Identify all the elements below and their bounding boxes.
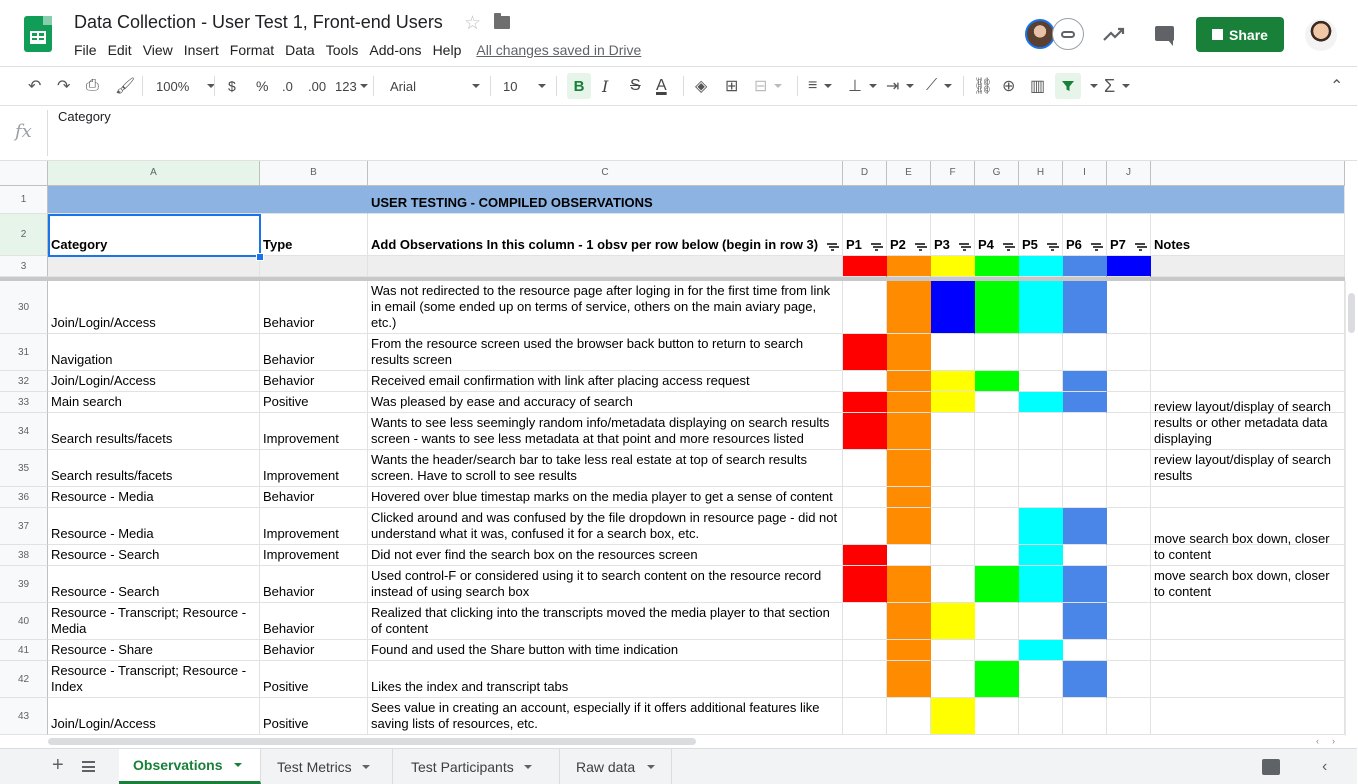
observation-cell[interactable]: Received email confirmation with link after placing access request	[368, 371, 843, 392]
category-cell[interactable]: Resource - Search	[48, 566, 260, 603]
vertical-scrollbar[interactable]	[1345, 281, 1358, 736]
participant-mark-cell[interactable]	[1019, 413, 1063, 450]
category-cell[interactable]: Main search	[48, 392, 260, 413]
participant-mark-cell[interactable]	[843, 281, 887, 334]
functions-icon[interactable]: Σ	[1104, 67, 1130, 105]
column-header-e[interactable]: E	[887, 161, 931, 186]
participant-mark-cell[interactable]	[843, 371, 887, 392]
participant-mark-cell[interactable]	[843, 640, 887, 661]
participant-mark-cell[interactable]	[887, 603, 931, 640]
cell[interactable]	[1151, 256, 1345, 277]
participant-mark-cell[interactable]	[975, 698, 1019, 735]
participant-mark-cell[interactable]	[1063, 545, 1107, 566]
notes-cell[interactable]: move search box down, closer to content	[1151, 545, 1345, 566]
tab-test-participants[interactable]: Test Participants	[397, 749, 560, 784]
participant-color-swatch[interactable]	[843, 256, 887, 277]
category-cell[interactable]: Resource - Transcript; Resource - Media	[48, 603, 260, 640]
sheets-logo-icon[interactable]	[24, 16, 52, 52]
participant-label: P6	[1066, 237, 1082, 252]
row-header[interactable]: 38	[0, 545, 48, 566]
insert-chart-icon[interactable]: ▥	[1030, 78, 1046, 95]
participant-mark-cell[interactable]	[1063, 334, 1107, 371]
category-cell[interactable]: Resource - Media	[48, 508, 260, 545]
cell[interactable]	[48, 256, 260, 277]
notes-cell[interactable]	[1151, 603, 1345, 640]
participant-mark-cell[interactable]	[1063, 371, 1107, 392]
participant-mark-cell[interactable]	[843, 566, 887, 603]
save-status[interactable]: All changes saved in Drive	[476, 42, 642, 58]
observation-cell[interactable]: From the resource screen used the browser back button to return to search results screen	[368, 334, 843, 371]
category-cell[interactable]: Resource - Transcript; Resource - Index	[48, 661, 260, 698]
participant-mark-cell[interactable]	[843, 508, 887, 545]
participant-label: P4	[978, 237, 994, 252]
participant-mark-cell[interactable]	[1063, 508, 1107, 545]
paint-format-icon[interactable]: 🖌	[115, 78, 136, 95]
participant-color-swatch[interactable]	[931, 256, 975, 277]
participant-mark-cell[interactable]	[1063, 698, 1107, 735]
observation-cell[interactable]: Realized that clicking into the transcripts moved the media player to that section of content	[368, 603, 843, 640]
participant-mark-cell[interactable]	[1019, 371, 1063, 392]
participant-label: P5	[1022, 237, 1038, 252]
participant-mark-cell[interactable]	[1107, 640, 1151, 661]
header-participant-cell[interactable]	[843, 214, 887, 256]
text-color-button[interactable]: A	[656, 77, 667, 94]
type-cell[interactable]: Behavior	[260, 371, 368, 392]
tab-test-metrics[interactable]: Test Metrics	[263, 749, 393, 784]
row-header[interactable]: 1	[0, 186, 48, 214]
participant-color-swatch[interactable]	[975, 256, 1019, 277]
participant-mark-cell[interactable]	[975, 334, 1019, 371]
row-header[interactable]: 43	[0, 698, 48, 735]
increase-decimal-button[interactable]: .00	[308, 78, 327, 94]
category-cell[interactable]: Search results/facets	[48, 450, 260, 487]
text-rotation-icon[interactable]: ⟋	[926, 67, 952, 105]
participant-mark-cell[interactable]	[1107, 281, 1151, 334]
row-header[interactable]: 37	[0, 508, 48, 545]
participant-color-swatch[interactable]	[887, 256, 931, 277]
folder-icon[interactable]	[494, 16, 510, 29]
observation-cell[interactable]: Was pleased by ease and accuracy of search	[368, 392, 843, 413]
type-cell[interactable]: Positive	[260, 698, 368, 735]
filter-icon[interactable]	[827, 243, 837, 250]
category-cell[interactable]: Resource - Search	[48, 545, 260, 566]
comments-icon[interactable]	[1155, 26, 1174, 41]
percent-format-button[interactable]: %	[256, 78, 269, 94]
participant-label: P3	[934, 237, 950, 252]
row-header[interactable]: 39	[0, 566, 48, 603]
type-cell[interactable]: Behavior	[260, 566, 368, 603]
observation-cell[interactable]: Found and used the Share button with time indication	[368, 640, 843, 661]
row-header[interactable]: 3	[0, 256, 48, 277]
insert-comment-icon[interactable]: ⊕	[1002, 78, 1016, 95]
participant-mark-cell[interactable]	[931, 545, 975, 566]
toolbar	[0, 66, 1357, 106]
column-header-f[interactable]: F	[931, 161, 975, 186]
sheet-tab-bar	[0, 748, 1357, 784]
scroll-left-arrow[interactable]: ‹	[1316, 736, 1319, 746]
strikethrough-button[interactable]: S	[630, 77, 641, 94]
participant-color-swatch[interactable]	[1107, 256, 1151, 277]
type-cell[interactable]: Behavior	[260, 603, 368, 640]
header-observations-label: Add Observations In this column - 1 obsv per row below (begin in row 3)	[371, 237, 819, 252]
participant-mark-cell[interactable]	[1107, 545, 1151, 566]
participant-mark-cell[interactable]	[931, 392, 975, 413]
participant-mark-cell[interactable]	[931, 508, 975, 545]
menu-addons[interactable]: Add-ons	[369, 42, 422, 58]
vertical-align-icon[interactable]: ⊥	[848, 67, 877, 105]
header-participant-cell[interactable]	[887, 214, 931, 256]
participant-mark-cell[interactable]	[1107, 698, 1151, 735]
category-cell[interactable]: Search results/facets	[48, 413, 260, 450]
category-cell[interactable]: Navigation	[48, 334, 260, 371]
participant-mark-cell[interactable]	[1107, 392, 1151, 413]
participant-mark-cell[interactable]	[975, 281, 1019, 334]
menu-help[interactable]: Help	[432, 42, 462, 58]
header-type-cell[interactable]: Type	[260, 214, 368, 256]
participant-mark-cell[interactable]	[887, 450, 931, 487]
notes-cell[interactable]: review layout/display of search results	[1151, 450, 1345, 487]
explore-icon[interactable]	[1262, 759, 1280, 775]
participant-mark-cell[interactable]	[1019, 281, 1063, 334]
header-notes-cell[interactable]: Notes	[1151, 214, 1345, 256]
fill-color-icon[interactable]: ◈	[695, 78, 708, 95]
participant-mark-cell[interactable]	[1063, 281, 1107, 334]
participant-mark-cell[interactable]	[887, 661, 931, 698]
participant-mark-cell[interactable]	[1063, 392, 1107, 413]
participant-mark-cell[interactable]	[843, 545, 887, 566]
formula-bar	[0, 106, 1357, 161]
filter-icon[interactable]	[1091, 243, 1101, 250]
participant-mark-cell[interactable]	[887, 392, 931, 413]
notes-cell[interactable]	[1151, 487, 1345, 508]
document-title[interactable]: Data Collection - User Test 1, Front-end Users	[74, 12, 443, 32]
observation-cell[interactable]: Did not ever find the search box on the resources screen	[368, 545, 843, 566]
activity-dashboard-icon[interactable]	[1102, 24, 1126, 44]
participant-mark-cell[interactable]	[843, 487, 887, 508]
currency-format-button[interactable]: $	[228, 78, 236, 94]
participant-mark-cell[interactable]	[843, 392, 887, 413]
participant-mark-cell[interactable]	[843, 413, 887, 450]
observation-cell[interactable]: Wants to see less seemingly random info/metadata displaying on search results screen - wants to see less metadata at that point and more resources listed	[368, 413, 843, 450]
tab-observations[interactable]: Observations	[119, 749, 261, 784]
type-cell[interactable]: Behavior	[260, 640, 368, 661]
participant-mark-cell[interactable]	[1107, 661, 1151, 698]
formula-input[interactable]: Category	[58, 109, 111, 124]
participant-mark-cell[interactable]	[975, 487, 1019, 508]
participant-mark-cell[interactable]	[1107, 603, 1151, 640]
participant-mark-cell[interactable]	[887, 413, 931, 450]
participant-mark-cell[interactable]	[843, 698, 887, 735]
column-header-b[interactable]: B	[260, 161, 368, 186]
header-participant-cell[interactable]	[931, 214, 975, 256]
participant-mark-cell[interactable]	[975, 371, 1019, 392]
column-header-c[interactable]: C	[368, 161, 843, 186]
participant-mark-cell[interactable]	[931, 661, 975, 698]
more-formats-select[interactable]: 123	[335, 67, 368, 105]
scroll-right-arrow[interactable]: ›	[1332, 736, 1335, 746]
filter-icon[interactable]	[959, 243, 969, 250]
row-header[interactable]: 42	[0, 661, 48, 698]
menu-insert[interactable]: Insert	[183, 42, 219, 58]
notes-cell[interactable]: move search box down, closer to content	[1151, 566, 1345, 603]
type-cell[interactable]: Improvement	[260, 413, 368, 450]
participant-mark-cell[interactable]	[1019, 661, 1063, 698]
participant-mark-cell[interactable]	[1107, 413, 1151, 450]
column-header-d[interactable]: D	[843, 161, 887, 186]
all-sheets-icon[interactable]	[82, 761, 95, 772]
cell[interactable]	[368, 256, 843, 277]
participant-mark-cell[interactable]	[887, 640, 931, 661]
participant-mark-cell[interactable]	[843, 450, 887, 487]
filter-icon[interactable]	[1047, 243, 1057, 250]
participant-mark-cell[interactable]	[1107, 334, 1151, 371]
select-all-corner[interactable]	[0, 161, 48, 186]
type-cell[interactable]: Positive	[260, 661, 368, 698]
account-avatar[interactable]	[1305, 19, 1337, 51]
observation-cell[interactable]: Sees value in creating an account, especially if it offers additional features like saving lists of resources, etc.	[368, 698, 843, 735]
menu-format[interactable]: Format	[229, 42, 275, 58]
notes-cell[interactable]	[1151, 371, 1345, 392]
filter-icon[interactable]	[1003, 243, 1013, 250]
participant-mark-cell[interactable]	[1107, 450, 1151, 487]
share-button[interactable]: Share	[1196, 17, 1284, 52]
column-header-h[interactable]: H	[1019, 161, 1063, 186]
cell[interactable]	[260, 256, 368, 277]
participant-mark-cell[interactable]	[1019, 487, 1063, 508]
italic-button[interactable]: I	[602, 76, 609, 96]
category-cell[interactable]: Join/Login/Access	[48, 371, 260, 392]
row-header[interactable]: 36	[0, 487, 48, 508]
participant-mark-cell[interactable]	[931, 566, 975, 603]
filter-views-dropdown[interactable]	[1083, 67, 1098, 105]
observation-cell[interactable]: Likes the index and transcript tabs	[368, 661, 843, 698]
header-participant-cell[interactable]	[975, 214, 1019, 256]
participant-mark-cell[interactable]	[843, 661, 887, 698]
type-cell[interactable]: Behavior	[260, 487, 368, 508]
participant-mark-cell[interactable]	[1019, 392, 1063, 413]
participant-mark-cell[interactable]	[1019, 545, 1063, 566]
participant-mark-cell[interactable]	[931, 450, 975, 487]
participant-mark-cell[interactable]	[1063, 450, 1107, 487]
font-select[interactable]: Arial	[390, 67, 480, 105]
type-cell[interactable]: Improvement	[260, 450, 368, 487]
type-cell[interactable]: Improvement	[260, 508, 368, 545]
fx-icon: fx	[15, 121, 32, 142]
observation-cell[interactable]: Wants the header/search bar to take less real estate at top of search results screen. Have to scroll to see results	[368, 450, 843, 487]
participant-mark-cell[interactable]	[975, 413, 1019, 450]
participant-label: P7	[1110, 237, 1126, 252]
participant-mark-cell[interactable]	[1063, 603, 1107, 640]
collaborator-avatar[interactable]	[1025, 19, 1055, 49]
category-cell[interactable]: Resource - Share	[48, 640, 260, 661]
category-cell[interactable]: Resource - Media	[48, 487, 260, 508]
participant-mark-cell[interactable]	[1019, 450, 1063, 487]
participant-mark-cell[interactable]	[843, 603, 887, 640]
font-size-select[interactable]: 10	[503, 67, 546, 105]
participant-mark-cell[interactable]	[1063, 487, 1107, 508]
zoom-select[interactable]: 100%	[156, 67, 215, 105]
observation-cell[interactable]: Was not redirected to the resource page after loging in for the first time from link in email (some ended up on terms of service, others on the main aviary page, etc.)	[368, 281, 843, 334]
participant-mark-cell[interactable]	[931, 698, 975, 735]
building-icon	[1212, 29, 1223, 40]
horizontal-align-icon[interactable]: ≡	[808, 67, 832, 105]
column-header-a[interactable]: A	[48, 161, 260, 186]
insert-link-icon[interactable]: ⛓	[973, 78, 994, 95]
participant-mark-cell[interactable]	[975, 508, 1019, 545]
participant-mark-cell[interactable]	[887, 281, 931, 334]
title-bar	[0, 0, 1357, 66]
notes-cell[interactable]: review layout/display of search results or other metadata data displaying	[1151, 413, 1345, 450]
decrease-decimal-button[interactable]: .0	[282, 78, 293, 94]
participant-mark-cell[interactable]	[975, 392, 1019, 413]
undo-icon[interactable]: ↶	[28, 78, 42, 95]
participant-mark-cell[interactable]	[975, 640, 1019, 661]
row-header[interactable]: 40	[0, 603, 48, 640]
participant-mark-cell[interactable]	[931, 487, 975, 508]
notes-cell[interactable]	[1151, 661, 1345, 698]
participant-mark-cell[interactable]	[843, 334, 887, 371]
tab-raw-data[interactable]: Raw data	[562, 749, 672, 784]
horizontal-scroll-thumb[interactable]	[48, 738, 696, 745]
horizontal-scrollbar[interactable]	[48, 736, 1345, 748]
participant-mark-cell[interactable]	[1107, 508, 1151, 545]
participant-mark-cell[interactable]	[1019, 334, 1063, 371]
participant-mark-cell[interactable]	[931, 371, 975, 392]
participant-mark-cell[interactable]	[931, 334, 975, 371]
participant-mark-cell[interactable]	[1107, 566, 1151, 603]
participant-mark-cell[interactable]	[975, 603, 1019, 640]
participant-mark-cell[interactable]	[887, 334, 931, 371]
menu-file[interactable]: File	[74, 42, 97, 58]
redo-icon[interactable]: ↷	[57, 78, 71, 95]
notes-cell[interactable]	[1151, 640, 1345, 661]
print-icon[interactable]: ⎙	[86, 77, 99, 94]
star-icon[interactable]: ☆	[464, 13, 482, 34]
row-header[interactable]: 30	[0, 281, 48, 334]
participant-mark-cell[interactable]	[1019, 603, 1063, 640]
row-header[interactable]: 35	[0, 450, 48, 487]
participant-mark-cell[interactable]	[887, 566, 931, 603]
participant-mark-cell[interactable]	[975, 661, 1019, 698]
anonymous-viewer-icon[interactable]	[1052, 18, 1084, 50]
participant-mark-cell[interactable]	[1063, 640, 1107, 661]
participant-color-swatch[interactable]	[1063, 256, 1107, 277]
column-header-j[interactable]: J	[1107, 161, 1151, 186]
row-header[interactable]: 31	[0, 334, 48, 371]
fill-handle[interactable]	[256, 253, 264, 261]
observation-cell[interactable]: Hovered over blue timestap marks on the media player to get a sense of content	[368, 487, 843, 508]
participant-mark-cell[interactable]	[1063, 661, 1107, 698]
add-sheet-icon[interactable]: +	[52, 754, 64, 776]
participant-mark-cell[interactable]	[975, 545, 1019, 566]
menu-edit[interactable]: Edit	[107, 42, 132, 58]
borders-icon[interactable]: ⊞	[725, 78, 739, 95]
text-wrapping-icon[interactable]: ⇥	[886, 67, 914, 105]
participant-mark-cell[interactable]	[931, 603, 975, 640]
participant-mark-cell[interactable]	[931, 640, 975, 661]
menu-data[interactable]: Data	[285, 42, 315, 58]
header-participant-cell[interactable]	[1019, 214, 1063, 256]
bold-button[interactable]: B	[567, 73, 591, 99]
cell[interactable]	[48, 186, 368, 214]
header-category-cell[interactable]: Category	[48, 214, 260, 256]
participant-mark-cell[interactable]	[887, 508, 931, 545]
notes-cell[interactable]	[1151, 334, 1345, 371]
type-cell[interactable]: Behavior	[260, 334, 368, 371]
row-header[interactable]: 34	[0, 413, 48, 450]
participant-mark-cell[interactable]	[931, 413, 975, 450]
participant-mark-cell[interactable]	[887, 487, 931, 508]
type-cell[interactable]: Positive	[260, 392, 368, 413]
participant-mark-cell[interactable]	[1107, 487, 1151, 508]
participant-mark-cell[interactable]	[1019, 508, 1063, 545]
participant-mark-cell[interactable]	[1019, 698, 1063, 735]
merge-cells-icon[interactable]: ⊟	[754, 67, 782, 105]
participant-mark-cell[interactable]	[1063, 566, 1107, 603]
filter-icon[interactable]	[915, 243, 925, 250]
notes-cell[interactable]	[1151, 698, 1345, 735]
participant-mark-cell[interactable]	[887, 698, 931, 735]
header-participant-cell[interactable]	[1107, 214, 1151, 256]
category-cell[interactable]: Join/Login/Access	[48, 281, 260, 334]
sheet-title-cell[interactable]: USER TESTING - COMPILED OBSERVATIONS	[368, 186, 1345, 214]
type-cell[interactable]: Improvement	[260, 545, 368, 566]
participant-mark-cell[interactable]	[1107, 371, 1151, 392]
column-header-i[interactable]: I	[1063, 161, 1107, 186]
participant-mark-cell[interactable]	[975, 450, 1019, 487]
observation-cell[interactable]: Clicked around and was confused by the file dropdown in resource page - did not understand what it was, confused it for a search box, etc.	[368, 508, 843, 545]
filter-icon[interactable]	[871, 243, 881, 250]
row-header[interactable]: 33	[0, 392, 48, 413]
observation-cell[interactable]: Used control-F or considered using it to search content on the resource record instead of using search box	[368, 566, 843, 603]
menu-tools[interactable]: Tools	[325, 42, 359, 58]
header-observations-cell[interactable]	[368, 214, 843, 256]
participant-mark-cell[interactable]	[1019, 566, 1063, 603]
row-header[interactable]: 32	[0, 371, 48, 392]
header-participant-cell[interactable]	[1063, 214, 1107, 256]
participant-mark-cell[interactable]	[887, 371, 931, 392]
type-cell[interactable]: Behavior	[260, 281, 368, 334]
notes-cell[interactable]	[1151, 281, 1345, 334]
row-header[interactable]: 41	[0, 640, 48, 661]
collapse-menu-icon[interactable]: ⌃	[1330, 78, 1344, 95]
participant-color-swatch[interactable]	[1019, 256, 1063, 277]
participant-mark-cell[interactable]	[931, 281, 975, 334]
side-panel-collapse-icon[interactable]: ‹	[1322, 758, 1328, 775]
filter-icon[interactable]	[1135, 243, 1145, 250]
participant-mark-cell[interactable]	[1019, 640, 1063, 661]
participant-mark-cell[interactable]	[975, 566, 1019, 603]
participant-label: P2	[890, 237, 906, 252]
category-cell[interactable]: Join/Login/Access	[48, 698, 260, 735]
participant-mark-cell[interactable]	[887, 545, 931, 566]
column-header-g[interactable]: G	[975, 161, 1019, 186]
menu-view[interactable]: View	[142, 42, 173, 58]
participant-label: P1	[846, 237, 862, 252]
column-header-blank[interactable]	[1151, 161, 1345, 186]
filter-icon[interactable]	[1055, 73, 1081, 99]
participant-mark-cell[interactable]	[1063, 413, 1107, 450]
menu-bar	[74, 42, 652, 58]
vertical-scroll-thumb[interactable]	[1348, 293, 1355, 333]
row-header[interactable]: 2	[0, 214, 48, 256]
